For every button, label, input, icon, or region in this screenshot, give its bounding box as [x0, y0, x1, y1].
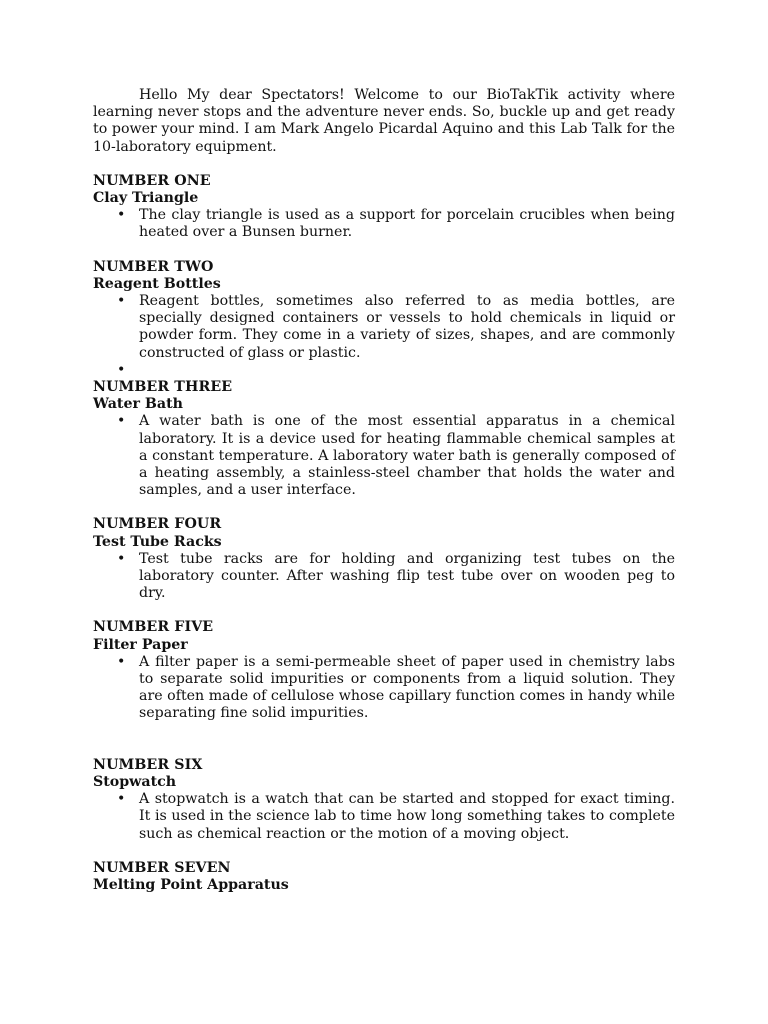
bullet-item: • Test tube racks are for holding and organizing test tubes on the laboratory counter. After washing flip test tube over on wooden peg to dry.: [139, 551, 675, 603]
section-title: Stopwatch: [93, 773, 177, 790]
section-number: NUMBER FOUR: [93, 516, 222, 533]
bullet-list: [93, 654, 675, 723]
bullet-list: [93, 293, 675, 379]
section-number: NUMBER FIVE: [93, 619, 214, 636]
section-number-seven: [93, 860, 675, 894]
section-number-five: [93, 619, 675, 722]
intro-paragraph: Hello My dear Spectators! Welcome to our BioTakTik activity where learning never stops and the adventure never ends. So, buckle up and get ready to power your mind. I am Mark Angelo Picardal Aquino and this Lab Talk for the 10-laboratory equipment.: [93, 87, 675, 155]
section-title: Reagent Bottles: [93, 275, 221, 292]
section-title: Water Bath: [93, 396, 183, 413]
bullet-item: • A filter paper is a semi-permeable sheet of paper used in chemistry labs to separate solid impurities or components from a liquid solution. They are often made of cellulose whose capillary function comes in handy while separating fine solid impurities.: [139, 654, 675, 723]
bullet-item: • A water bath is one of the most essential apparatus in a chemical laboratory. It is a device used for heating flammable chemical samples at a constant temperature. A laboratory water bath is generally composed of a heating assembly, a stainless-steel chamber that holds the water and samples, and a user interface.: [139, 413, 675, 499]
bullet-list: [93, 791, 675, 843]
section-number-two: [93, 259, 675, 379]
section-number-one: [93, 173, 675, 242]
section-number-three: [93, 379, 675, 499]
bullet-item: • The clay triangle is used as a support for porcelain crucibles when being heated over a Bunsen burner.: [139, 207, 675, 241]
section-title: Filter Paper: [93, 636, 188, 653]
section-number: NUMBER ONE: [93, 172, 211, 189]
section-title: Clay Triangle: [93, 190, 199, 207]
bullet-list: [93, 413, 675, 499]
section-title: Melting Point Apparatus: [93, 876, 289, 893]
section-title: Test Tube Racks: [93, 533, 222, 550]
section-number: NUMBER SEVEN: [93, 859, 231, 876]
section-number: NUMBER SIX: [93, 756, 203, 773]
section-number: NUMBER TWO: [93, 258, 214, 275]
bullet-list: [93, 551, 675, 603]
section-number-six: [93, 757, 675, 843]
document-page: [93, 87, 675, 894]
bullet-item: • A stopwatch is a watch that can be started and stopped for exact timing. It is used in the science lab to time how long something takes to complete such as chemical reaction or the motion of a moving object.: [139, 791, 675, 843]
bullet-item: • Reagent bottles, sometimes also referred to as media bottles, are specially designed containers or vessels to hold chemicals in liquid or powder form. They come in a variety of sizes, shapes, and are commonly constructed of glass or plastic.: [139, 293, 675, 362]
section-number: NUMBER THREE: [93, 379, 233, 396]
empty-bullet-item: [139, 362, 675, 379]
bullet-list: [93, 207, 675, 241]
section-number-four: [93, 516, 675, 602]
